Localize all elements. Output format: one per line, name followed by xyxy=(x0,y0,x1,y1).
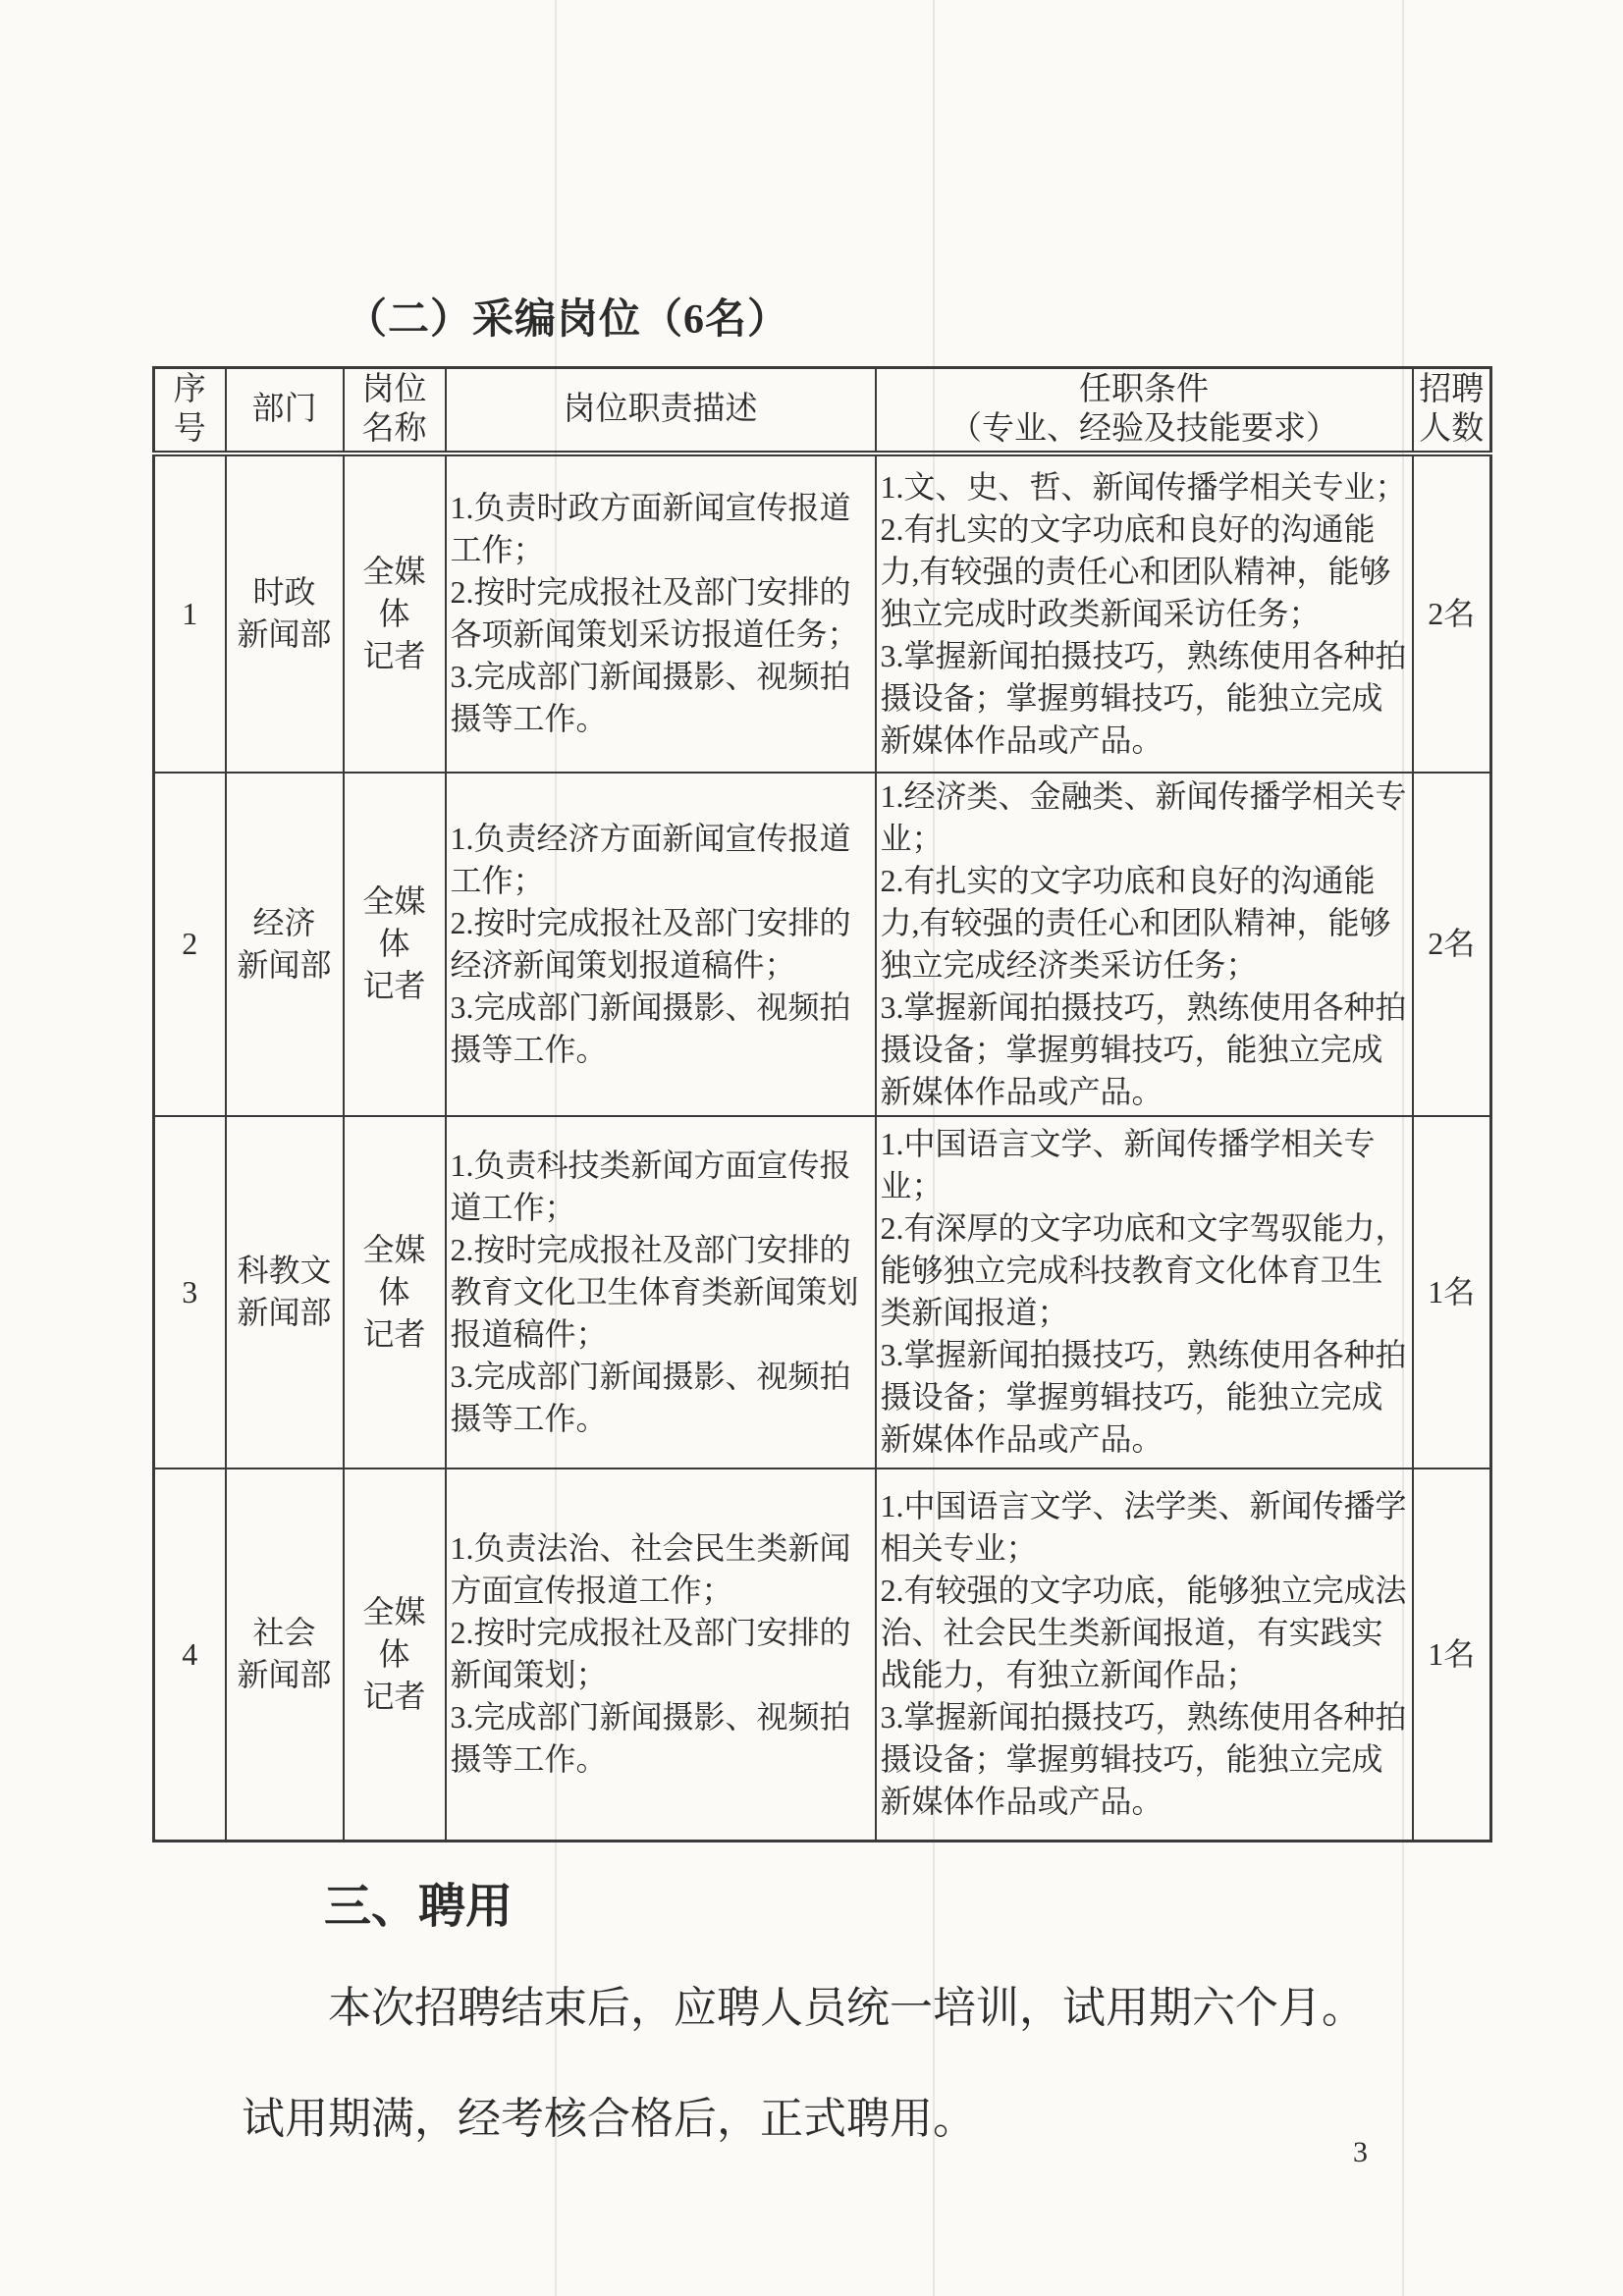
cell-requirements xyxy=(876,1468,1413,1842)
department-line: 新闻部 xyxy=(237,616,332,652)
cell-requirements xyxy=(876,454,1413,773)
cell-headcount: 2名 xyxy=(1413,773,1491,1116)
header-index xyxy=(154,368,226,454)
cell-requirements xyxy=(876,773,1413,1116)
department-line: 科教文 xyxy=(237,1253,332,1288)
section-title: （二）采编岗位（6名） xyxy=(346,297,790,343)
position-line: 全媒体 xyxy=(362,1231,426,1309)
cell-duties xyxy=(446,773,876,1116)
cell-department xyxy=(226,1468,344,1842)
department-line: 社会 xyxy=(252,1615,316,1651)
requirement-item: 1.经济类、金融类、新闻传播学相关专业； xyxy=(880,777,1407,856)
cell-headcount: 2名 xyxy=(1413,454,1491,773)
cell-department xyxy=(226,454,344,773)
paragraph-line: 试用期满，经考核合格后，正式聘用。 xyxy=(242,2095,976,2143)
cell-duties xyxy=(446,454,876,773)
header-headcount-line: 招聘 xyxy=(1419,372,1485,408)
recruitment-positions-table xyxy=(152,366,1492,1842)
cell-index: 1 xyxy=(154,454,226,773)
position-line: 记者 xyxy=(362,1315,426,1352)
cell-department xyxy=(226,773,344,1116)
duty-item: 1.负责时政方面新闻宣传报道工作； xyxy=(450,490,851,567)
duty-item: 1.负责经济方面新闻宣传报道工作； xyxy=(450,820,851,898)
table-row xyxy=(154,454,1491,773)
header-requirements-subtitle: （专业、经验及技能要求） xyxy=(949,411,1338,448)
duty-item: 2.按时完成报社及部门安排的各项新闻策划采访报道任务； xyxy=(450,574,859,652)
cell-duties xyxy=(446,1468,876,1842)
header-duties xyxy=(446,368,876,454)
department-line: 新闻部 xyxy=(237,1295,332,1330)
department-line: 新闻部 xyxy=(237,946,332,983)
requirement-item: 1.中国语言文学、新闻传播学相关专业； xyxy=(880,1126,1376,1203)
table-row xyxy=(154,1468,1491,1842)
header-requirements-title: 任职条件 xyxy=(1079,372,1209,408)
header-position-line: 名称 xyxy=(361,411,427,448)
page-number: 3 xyxy=(1353,2136,1368,2168)
header-index-line: 号 xyxy=(173,411,206,448)
position-line: 记者 xyxy=(362,637,426,673)
header-duties-label: 岗位职责描述 xyxy=(563,392,758,428)
table-row xyxy=(154,773,1491,1116)
requirement-item: 2.有深厚的文字功底和文字驾驭能力，能够独立完成科技教育文化体育卫生类新闻报道； xyxy=(880,1210,1407,1330)
requirement-item: 1.中国语言文学、法学类、新闻传播学相关专业； xyxy=(880,1488,1407,1567)
header-index-line: 序 xyxy=(173,372,206,408)
header-department-label: 部门 xyxy=(251,392,317,428)
header-headcount xyxy=(1413,368,1491,454)
requirement-item: 3.掌握新闻拍摄技巧，熟练使用各种拍摄设备；掌握剪辑技巧，能独立完成新媒体作品或产品。 xyxy=(880,1699,1407,1820)
position-line: 记者 xyxy=(362,1678,426,1714)
cell-position xyxy=(344,454,446,773)
cell-index: 2 xyxy=(154,773,226,1116)
position-line: 全媒体 xyxy=(362,553,426,631)
table-header-row xyxy=(154,368,1491,454)
duty-item: 3.完成部门新闻摄影、视频拍摄等工作。 xyxy=(450,1699,851,1778)
department-line: 新闻部 xyxy=(237,1657,332,1693)
position-line: 全媒体 xyxy=(362,1593,426,1672)
employment-section-heading: 三、聘用 xyxy=(324,1881,514,1933)
duty-item: 1.负责法治、社会民生类新闻方面宣传报道工作； xyxy=(450,1530,851,1609)
duty-item: 2.按时完成报社及部门安排的教育文化卫生体育类新闻策划报道稿件； xyxy=(450,1231,859,1352)
department-line: 经济 xyxy=(252,904,316,940)
header-requirements xyxy=(876,368,1413,454)
cell-index: 3 xyxy=(154,1116,226,1468)
duty-item: 2.按时完成报社及部门安排的新闻策划； xyxy=(450,1615,851,1693)
duty-item: 3.完成部门新闻摄影、视频拍摄等工作。 xyxy=(450,1358,851,1436)
cell-position xyxy=(344,773,446,1116)
cell-headcount: 1名 xyxy=(1413,1468,1491,1842)
employment-paragraph xyxy=(242,1952,1395,2174)
header-position xyxy=(344,368,446,454)
duty-item: 2.按时完成报社及部门安排的经济新闻策划报道稿件； xyxy=(450,904,851,983)
cell-duties xyxy=(446,1116,876,1468)
requirement-item: 3.掌握新闻拍摄技巧，熟练使用各种拍摄设备；掌握剪辑技巧，能独立完成新媒体作品或产品。 xyxy=(880,637,1407,758)
duty-item: 3.完成部门新闻摄影、视频拍摄等工作。 xyxy=(450,988,851,1067)
cell-requirements xyxy=(876,1116,1413,1468)
table-row xyxy=(154,1116,1491,1468)
paragraph-line: 本次招聘结束后，应聘人员统一培训，试用期六个月。 xyxy=(328,1984,1365,2032)
requirement-item: 2.有扎实的文字功底和良好的沟通能力,有较强的责任心和团队精神，能够独立完成时政类新闻采访任务； xyxy=(880,510,1391,631)
header-department xyxy=(226,368,344,454)
duty-item: 1.负责科技类新闻方面宣传报道工作； xyxy=(450,1147,851,1225)
position-line: 全媒体 xyxy=(362,883,426,961)
cell-index: 4 xyxy=(154,1468,226,1842)
requirement-item: 2.有扎实的文字功底和良好的沟通能力,有较强的责任心和团队精神，能够独立完成经济类采访任务； xyxy=(880,862,1391,983)
requirement-item: 2.有较强的文字功底，能够独立完成法治、社会民生类新闻报道，有实践实战能力，有独立新闻作品； xyxy=(880,1573,1407,1693)
requirement-item: 1.文、史、哲、新闻传播学相关专业； xyxy=(880,468,1407,505)
requirement-item: 3.掌握新闻拍摄技巧，熟练使用各种拍摄设备；掌握剪辑技巧，能独立完成新媒体作品或产品。 xyxy=(880,988,1407,1109)
cell-headcount: 1名 xyxy=(1413,1116,1491,1468)
header-headcount-line: 人数 xyxy=(1419,411,1485,448)
header-position-line: 岗位 xyxy=(361,372,427,408)
cell-department xyxy=(226,1116,344,1468)
position-line: 记者 xyxy=(362,968,426,1003)
cell-position xyxy=(344,1468,446,1842)
department-line: 时政 xyxy=(252,574,316,610)
cell-position xyxy=(344,1116,446,1468)
requirement-item: 3.掌握新闻拍摄技巧，熟练使用各种拍摄设备；掌握剪辑技巧，能独立完成新媒体作品或产品。 xyxy=(880,1337,1407,1457)
duty-item: 3.完成部门新闻摄影、视频拍摄等工作。 xyxy=(450,659,851,736)
